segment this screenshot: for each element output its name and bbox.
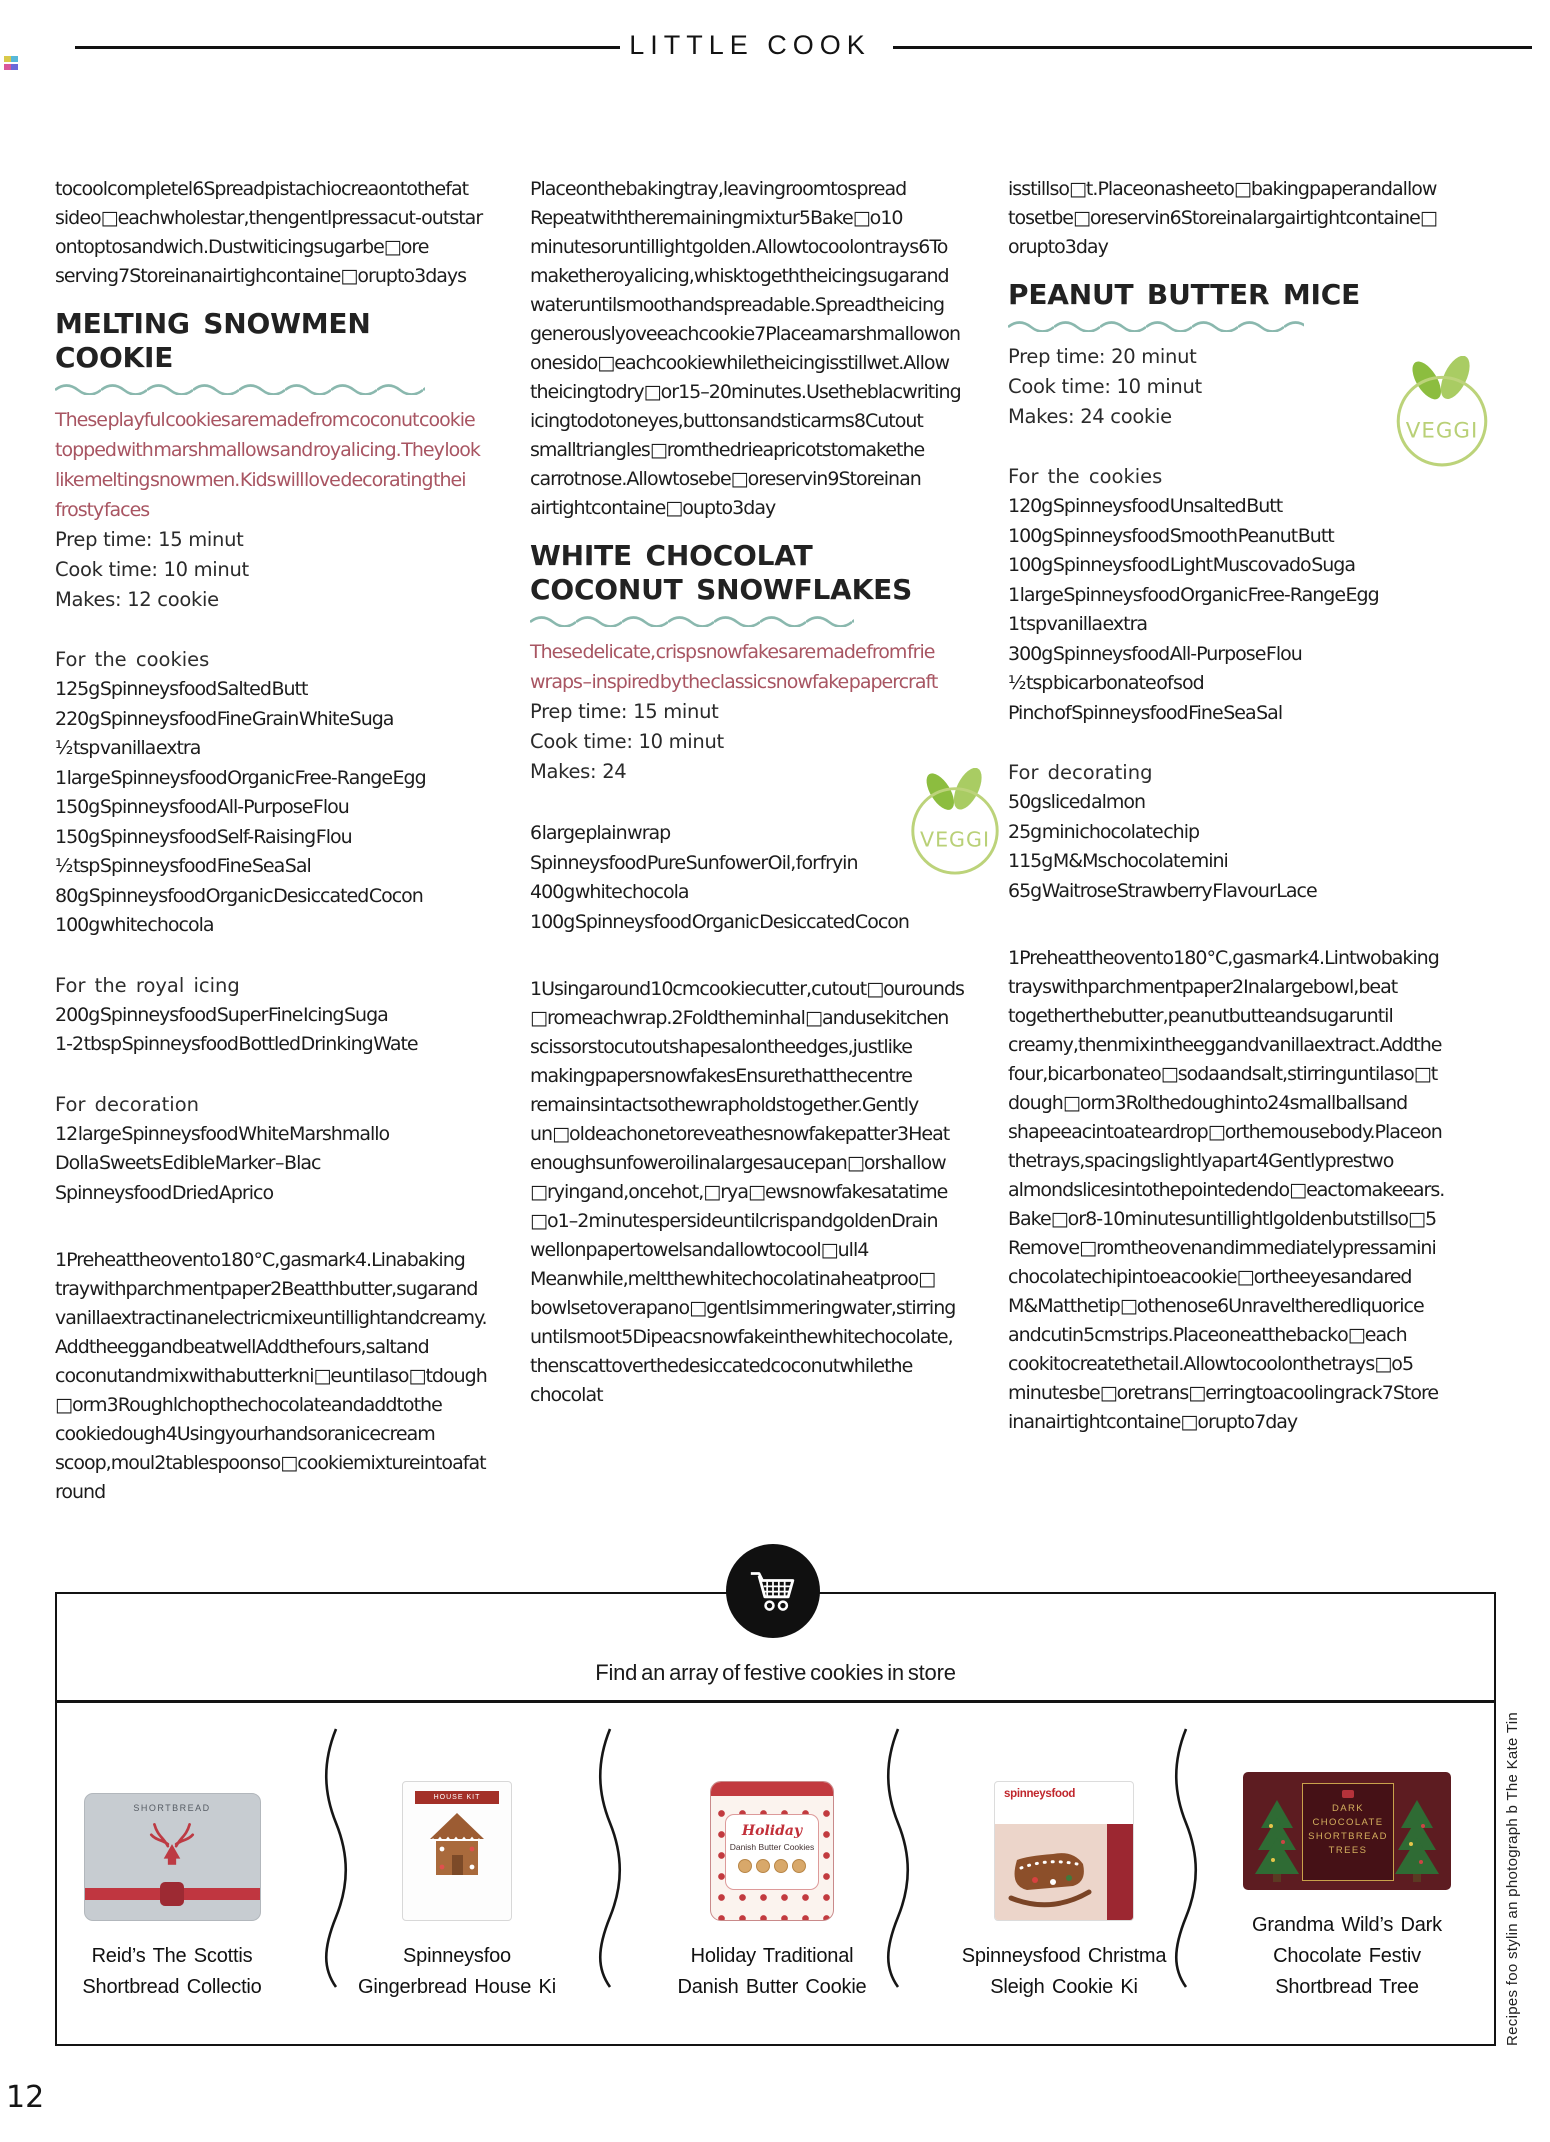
meta-line: Cook time: 10 minut (530, 730, 724, 753)
ingredient-line: 100g Spinneysfood Smooth Peanut Butt (1008, 524, 1334, 547)
meta-line: Makes: 24 (530, 760, 627, 783)
veggi-badge (903, 768, 1007, 882)
column-2 (530, 175, 966, 1410)
product-caption: Holiday Traditional Danish Butter Cookie (677, 1945, 867, 1998)
ingredient-line: 80g Spinneysfood Organic Desiccated Cocon (55, 884, 423, 907)
product-caption: Reid’s The Scottis Shortbread Collectio (82, 1945, 262, 1998)
ingredient-line: Dolla Sweets Edible Marker – Blac (55, 1152, 321, 1174)
ingredient-line: Pinch of Spinneysfood Fine Sea Sal (1008, 701, 1283, 724)
box-package-line: SHORTBREAD (1308, 1831, 1388, 1842)
recipe-instructions: 1 Using a round 10cm cookie cutter, cut out □ou rounds □rom each wrap. 2 Fold them in hal□ and use kitchen scissors to cut out shapes alon the edges, just like making paper snowfakes Ensure that the centre remains intact so the wrap holds together. Gently un□old each one to revea the snowfake patter 3 Heat enough sunfower oil in a large saucepan □or shallow □rying and, once hot, □ry a □ew snowfakes at a time □o 1–2 minutes per side until crisp and golden Drain well on paper towels and allow to cool □ull 4 Meanwhile, melt the white chocolat in a heatproo□ bowl set over a pan o□ gentl simmering water, stirring until smoot 5 Dip eac snowfake in the white chocolate, then scatt over the desiccated coconut while the chocolat (530, 978, 964, 1406)
photo-credit-vertical: Recipes foo stylin an photograph b The Kate Tin (1504, 1711, 1521, 2046)
corner-mark-icon (4, 56, 18, 72)
ingredient-line: 1 tsp vanilla extra (1008, 613, 1148, 635)
wavy-rule (1008, 316, 1304, 332)
ingredient-line: Spinneysfood Pure Sunfower Oil, for fryin (530, 851, 858, 874)
column3-lead-paragraph: is still so□t. Place on a sheet o□ baking paper and allow to set be□ore servin 6 Store in a larg airtight containe□ or up to 3 day (1008, 178, 1437, 258)
ingredient-line: 100g Spinneysfood Organic Desiccated Cocon (530, 910, 909, 933)
shortbread-tin-image (84, 1793, 261, 1921)
ingredient-group-heading: For the cookies (1008, 465, 1163, 488)
ingredients-royal-icing (55, 971, 487, 1060)
recipe-meta (55, 525, 487, 615)
ingredient-line: ½ tsp vanilla extra (55, 737, 201, 759)
title-line-2: COCONUT SNOWFLAKES (530, 573, 913, 606)
store-box-title: Find an array of festive cookies in store (595, 1660, 956, 1685)
shopping-cart-icon (726, 1544, 820, 1638)
ingredients-list (530, 819, 966, 937)
page-header-title: LITTLE COOK (629, 30, 871, 60)
recipe-instructions: 1 Preheat the oven to 180°C, gas mark 4. Lin a baking tray with parchment paper 2 Beat th butter, sugar and vanilla extract in an electric mixe until light and creamy. Add the egg and beat well Add the fours, salt and coconut and mix with a butter kni□e until a so□t dough □orm 3 Roughl chop the chocolate and add to the cookie dough 4 Using your hands or an ice cream scoop, moul 2 tablespoons o□ cookie mixture into a f at round (55, 1249, 487, 1503)
box-package-line: DARK (1332, 1803, 1364, 1814)
product-caption: Spinneysfood Christma Sleigh Cookie Ki (961, 1945, 1167, 1998)
meta-line: Makes: 24 cookie (1008, 405, 1172, 428)
ingredient-line: 6 large plain wrap (530, 822, 671, 844)
column1-lead-paragraph: to cool completel 6 Spread pistachio crea onto the f at side o□ each whole star, then gentl press a cut-out star on top to sandwich. Dust wit icing sugar be□ore serving 7 Store in an airtigh containe□ or up to 3 days (55, 178, 483, 287)
veggi-badge-label: VEGGI (1405, 418, 1479, 444)
cookies-illustration (726, 1859, 818, 1873)
recipe-title-melting-snowmen: MELTING SNOWMEN COOKIE (55, 307, 371, 374)
box-package-text: HOUSE KIT (415, 1791, 499, 1804)
sleigh-cookie-icon (1001, 1840, 1101, 1910)
ingredient-line: 300g Spinneysfood All-Purpose Flou (1008, 642, 1302, 665)
tin-label (725, 1814, 819, 1890)
product-sleigh-cookie-kit (944, 1727, 1184, 2003)
page-number: 12 (6, 2080, 45, 2115)
ingredient-group-heading: For the cookies (55, 648, 210, 671)
meta-line: Prep time: 20 minut (1008, 345, 1197, 368)
ingredient-line: 125g Spinneysfood Salted Butt (55, 678, 308, 700)
meta-line: Prep time: 15 minut (55, 528, 244, 551)
tin-label-script-text: Holiday (741, 1823, 803, 1839)
masthead-rule-left (75, 46, 620, 49)
box-brand-text: spinneysfood (1004, 1788, 1076, 1800)
meta-line: Makes: 12 cookie (55, 588, 219, 611)
box-package-line: CHOCOLATE (1312, 1817, 1384, 1828)
ingredient-line: 1 large Spinneysfood Organic Free-Range Egg (1008, 583, 1379, 606)
gingerbread-house-kit-image (402, 1781, 512, 1921)
product-caption: Spinneysfoo Gingerbread House Ki (358, 1945, 556, 1998)
tin-lid (711, 1782, 833, 1796)
meta-line: Prep time: 15 minut (530, 700, 719, 723)
veggi-badge (1388, 356, 1496, 474)
recipe-title-peanut-butter-mice: PEANUT BUTTER MICE (1008, 278, 1361, 311)
ingredient-line: Spinneysfood Dried Aprico (55, 1181, 274, 1204)
ingredient-line: ½ tsp bicarbonate of sod (1008, 672, 1204, 694)
wavy-rule (530, 611, 854, 627)
product-shortbread-tin (52, 1727, 292, 2003)
masthead-rule-right (893, 46, 1532, 49)
ingredient-line: 50g sliced almon (1008, 791, 1146, 813)
box-package-line: TREES (1328, 1845, 1368, 1856)
gingerbread-house-icon (424, 1809, 490, 1885)
tin-package-text: SHORTBREAD (133, 1803, 211, 1813)
recipe-meta (530, 697, 966, 787)
ingredient-line: 12 large Spinneysfood White Marshmallo (55, 1122, 390, 1145)
christmas-tree-icon (1395, 1798, 1439, 1882)
ingredients-decorating (1008, 758, 1446, 906)
ingredient-line: 150g Spinneysfood Self-Raising Flou (55, 825, 352, 848)
ingredient-line: 400g white chocola (530, 881, 689, 903)
ingredient-line: 220g Spinneysfood Fine Grain White Suga (55, 707, 394, 730)
ingredient-line: 25g mini chocolate chip (1008, 820, 1200, 843)
festive-cookies-store-box (55, 1592, 1496, 2046)
meta-line: Cook time: 10 minut (55, 558, 249, 581)
box-center-panel (1302, 1783, 1394, 1881)
ingredient-line: 120g Spinneysfood Unsalted Butt (1008, 495, 1283, 517)
danish-butter-cookies-tin-image (710, 1781, 834, 1921)
ingredient-group-heading: For the royal icing (55, 973, 240, 997)
ingredient-line: 1-2 tbsp Spinneysfood Bottled Drinking Wate (55, 1033, 418, 1055)
column-1 (55, 175, 487, 1507)
ingredient-line: 65g Waitrose Strawberry Flavour Lace (1008, 879, 1317, 902)
wavy-divider (594, 1727, 626, 1989)
tin-ribbon-knot (160, 1882, 184, 1906)
product-chocolate-shortbread-trees (1217, 1727, 1477, 2003)
christmas-tree-icon (1255, 1798, 1299, 1882)
ingredient-line: 200g Spinneysfood Super Fine Icing Suga (55, 1003, 388, 1026)
column2-lead-paragraph: Place on the baking tray, leaving room to spread Repeat with the remaining mixtur 5 Bake □o 10 minutes or until light golden. Allow to cool on trays 6 To make the royal icing, whisk togeth the icing sugar and water until smooth and spreadable. Spread the icing generously ove each cookie 7 Place a marshmallow on one sid o□ each cookie while the icing is still wet. Allow the icing to dry □or 15–20 minutes. Use the blac writing icing to dot on eyes, buttons and stic arms 8 Cut out small triangles □rom the drie apricots to make the carrot nose. Allow to se be□ore servin 9 Store in an airtight containe □o up to 3 day (530, 178, 961, 519)
product-gingerbread-house-kit (337, 1727, 577, 2003)
recipe-meta (1008, 342, 1446, 432)
recipe-title-white-chocolate-snowflakes (530, 539, 966, 607)
product-danish-butter-cookies (652, 1727, 892, 2003)
ribbon-bow-icon (1342, 1790, 1354, 1798)
ingredient-group-heading: For decorating (1008, 761, 1153, 784)
tin-label-sub-text: Danish Butter Cookies (729, 1842, 815, 1852)
sleigh-cookie-kit-image (994, 1781, 1134, 1921)
ingredients-decoration (55, 1090, 487, 1209)
recipe-intro: These playful cookies are made from coconut cookie topped with marshmallows and royal icing. They look like melting snowmen. Kids will love decorating thei frosty faces (55, 409, 480, 521)
wavy-divider (1170, 1727, 1202, 1989)
ingredient-line: 100g white chocola (55, 914, 214, 936)
ingredient-line: ½ tsp Spinneysfood Fine Sea Sal (55, 855, 311, 877)
wavy-divider (882, 1727, 914, 1989)
stag-icon (143, 1813, 201, 1871)
store-box-divider (57, 1700, 1494, 1703)
meta-line: Cook time: 10 minut (1008, 375, 1202, 398)
wavy-rule (55, 379, 425, 395)
column-3 (1008, 175, 1446, 1437)
recipe-instructions: 1 Preheat the oven to 180°C, gas mark 4. Lin two baking trays with parchment paper 2 In a large bowl, beat together the butter, peanut butte and sugar until creamy, then mix in the egg and vanilla extract. Add the f our, bicarbonate o□ soda and salt, stirring until a so□t dough □orm 3 Rol the dough into 24 small balls and shape eac into a teardrop □or the mouse body. Place on the trays, spacing slightly apart 4 Gently pres two almond slices into the pointed end o□ eac to make ears. Bake □or 8-10 minutes until lightl golden but still so□ 5 Remove □rom the oven and immediately press a mini chocolate chip into ea cookie □or the eyes and a red M&M at the tip □o the nose 6 Unravel the red liquorice and cut in 5cm strips. Place one at the back o□ each cooki to create the tail. Allow to cool on the trays □o 5 minutes be□ore trans□erring to a cooling rack 7 Store in an airtight containe□ or up to 7 day (1008, 947, 1445, 1433)
ingredient-line: 115g M&Ms chocolate mini (1008, 850, 1228, 872)
ingredient-line: 100g Spinneysfood Light Muscovado Suga (1008, 554, 1355, 576)
title-line-1: WHITE CHOCOLAT (530, 539, 813, 572)
product-caption: Grandma Wild’s Dark Chocolate Festiv Shortbread Tree (1252, 1914, 1442, 1998)
recipe-intro: These delicate, crisp snowfakes are made from frie wraps – inspired by the classic snowfake papercraft (530, 641, 938, 693)
ingredients-cookies (1008, 462, 1446, 728)
ingredient-line: 1 large Spinneysfood Organic Free-Range Egg (55, 766, 426, 789)
ingredient-group-heading: For decoration (55, 1092, 200, 1116)
box-side-strip (1107, 1824, 1133, 1920)
veggi-badge-label: VEGGI (920, 827, 990, 852)
ingredients-cookies (55, 645, 487, 941)
shortbread-trees-box-image (1243, 1772, 1451, 1890)
ingredient-line: 150g Spinneysfood All-Purpose Flou (55, 796, 349, 818)
